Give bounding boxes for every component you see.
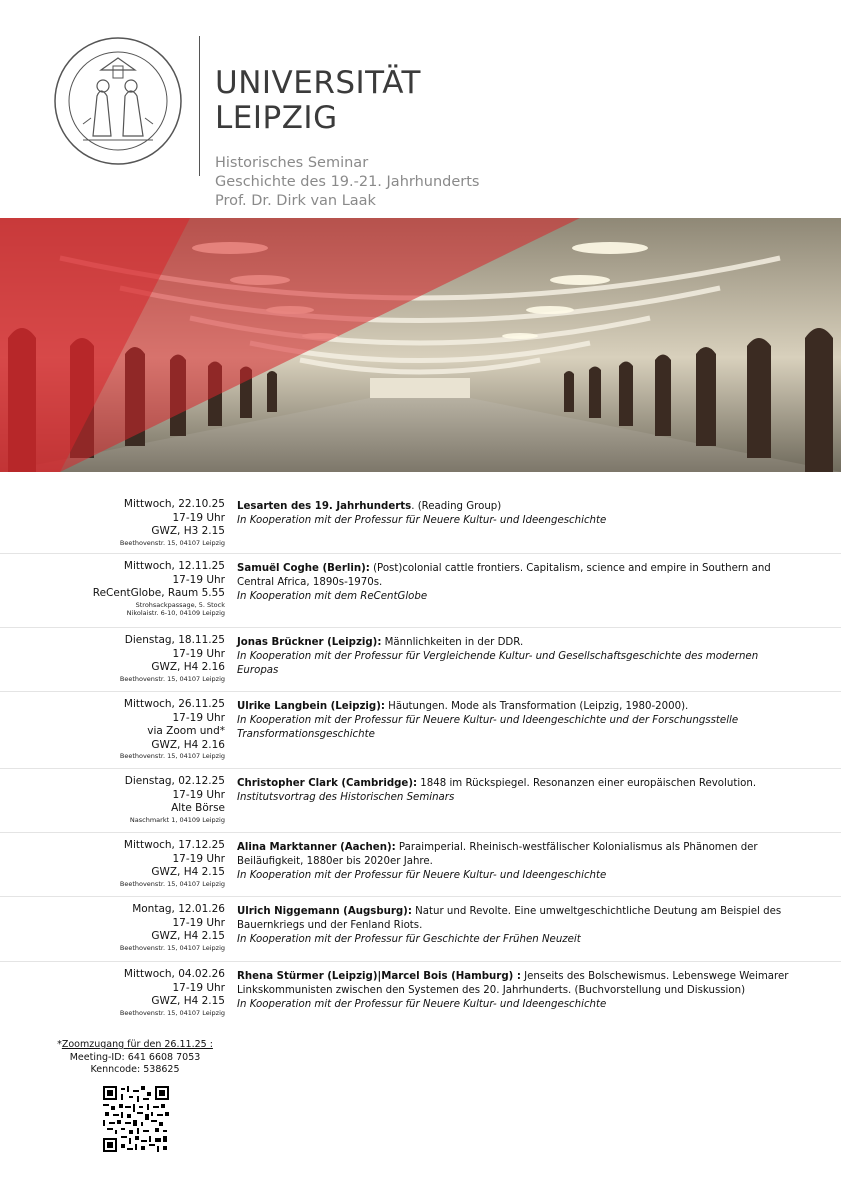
event-body [237,905,792,947]
event-schedule [0,492,841,1026]
university-seal [53,36,183,166]
zoom-asterisk: * [57,1039,62,1050]
event-title: Männlichkeiten in der DDR. [381,637,524,648]
event-time: 17-19 Uhr [172,711,225,724]
zoom-link[interactable]: Zoomzugang für den 26.11.25 : [61,1039,213,1050]
event-body [237,970,792,1012]
event-body [237,777,792,805]
event-note: Institutsvortrag des Historischen Seminars [237,792,455,803]
event-time: 17-19 Uhr [172,788,225,801]
department-name: Historisches Seminar [215,155,369,171]
event-room: ReCentGlobe, Raum 5.55 [92,587,225,599]
event-address: Beethovenstr. 15, 04107 Leipzig [119,879,225,888]
event-room: GWZ, H4 2.15 [151,866,225,878]
event-address: Beethovenstr. 15, 04107 Leipzig [119,538,225,547]
event-title: Natur und Revolte. Eine umweltgeschichtliche Deutung am Beispiel des Bauernkriegs und der Fenland Riots. [237,906,782,931]
event-meta [25,634,225,683]
event-body [237,841,792,883]
event-speaker: Christopher Clark (Cambridge): [237,778,418,789]
event-address: Beethovenstr. 15, 04107 Leipzig [119,943,225,952]
event-note: In Kooperation mit der Professur für Neuere Kultur- und Ideengeschichte [237,515,607,526]
event-row [0,769,841,833]
event-meta [25,560,225,618]
event-date: Mittwoch, 17.12.25 [123,839,225,851]
event-address: Beethovenstr. 15, 04107 Leipzig [119,674,225,683]
professor-name: Prof. Dr. Dirk van Laak [215,193,376,209]
event-row [0,554,841,628]
event-room: GWZ, H4 2.16 [151,661,225,673]
event-format: via Zoom und* [147,725,225,737]
banner-image [0,218,841,472]
event-body [237,500,792,528]
event-title: 1848 im Rückspiegel. Resonanzen einer europäischen Revolution. [417,778,757,789]
event-date: Mittwoch, 04.02.26 [123,968,225,980]
event-speaker: Ulrich Niggemann (Augsburg): [237,906,412,917]
event-speaker: Alina Marktanner (Aachen): [237,842,396,853]
event-address: Naschmarkt 1, 04109 Leipzig [129,815,225,824]
event-address: Strohsackpassage, 5. Stock [135,600,225,609]
event-address: Beethovenstr. 15, 04107 Leipzig [119,752,225,760]
event-title: Jenseits des Bolschewismus. Lebenswege Weimarer Linkskommunisten zwischen den Systemen des 20. Jahrhunderts. (Buchvorstellung und Diskussion) [237,971,789,996]
event-date: Dienstag, 02.12.25 [124,775,225,787]
event-speaker: Samuël Coghe (Berlin): [237,563,370,574]
event-meta [25,968,225,1017]
event-title: Paraimperial. Rheinisch-westfälischer Kolonialismus als Phänomen der Beiläufigkeit, 1880er bis 2020er Jahre. [237,842,758,867]
event-speaker: Rhena Stürmer (Leipzig)|Marcel Bois (Hamburg) : [237,971,521,982]
event-speaker: Jonas Brückner (Leipzig): [237,637,382,648]
event-room: GWZ, H4 2.15 [151,930,225,942]
event-speaker: Ulrike Langbein (Leipzig): [237,701,385,712]
event-meta [25,903,225,952]
event-time: 17-19 Uhr [172,916,225,929]
event-note: In Kooperation mit der Professur für Geschichte der Frühen Neuzeit [237,934,581,945]
event-title: Häutungen. Mode als Transformation (Leipzig, 1980-2000). [384,701,689,712]
event-note: In Kooperation mit der Professur für Neuere Kultur- und Ideengeschichte [237,999,607,1010]
event-date: Mittwoch, 26.11.25 [123,698,225,710]
event-time: 17-19 Uhr [172,981,225,994]
event-address: Nikolaistr. 6-10, 04109 Leipzig [126,609,225,617]
event-row [0,628,841,692]
event-meta [25,698,225,761]
event-meta [25,775,225,824]
zoom-info [40,1039,230,1077]
event-title: (Post)colonial cattle frontiers. Capitalism, science and empire in Southern and Central Africa, 1890s-1970s. [237,563,771,588]
event-date: Montag, 12.01.26 [132,903,225,915]
qr-code[interactable] [103,1086,169,1152]
event-room: Alte Börse [171,802,225,814]
event-date: Dienstag, 18.11.25 [124,634,225,646]
event-row [0,492,841,554]
event-row [0,692,841,769]
event-body [237,562,792,604]
event-room: GWZ, H4 2.15 [151,995,225,1007]
event-note: In Kooperation mit der Professur für Neuere Kultur- und Ideengeschichte und der Forschungsstelle Transformationsgeschichte [237,715,739,740]
event-date: Mittwoch, 22.10.25 [123,498,225,510]
event-room: GWZ, H3 2.15 [151,525,225,537]
event-time: 17-19 Uhr [172,852,225,865]
event-time: 17-19 Uhr [172,511,225,524]
event-room: GWZ, H4 2.16 [151,738,225,751]
meeting-id: Meeting-ID: 641 6608 7053 [69,1051,201,1063]
event-row [0,897,841,962]
event-note: In Kooperation mit dem ReCentGlobe [237,591,428,602]
event-meta [25,839,225,888]
university-name-line1: UNIVERSITÄT [215,65,421,101]
header-divider [199,36,200,176]
event-body [237,636,792,678]
event-address: Beethovenstr. 15, 04107 Leipzig [119,1008,225,1017]
university-name-line2: LEIPZIG [215,100,338,136]
event-note: In Kooperation mit der Professur für Vergleichende Kultur- und Gesellschaftsgeschichte des modernen Europas [237,651,759,676]
event-speaker: Lesarten des 19. Jahrhunderts [237,501,412,512]
event-row [0,962,841,1026]
event-time: 17-19 Uhr [172,573,225,586]
department-chair: Geschichte des 19.-21. Jahrhunderts [215,174,480,190]
event-row [0,833,841,897]
event-time: 17-19 Uhr [172,647,225,660]
event-note: In Kooperation mit der Professur für Neuere Kultur- und Ideengeschichte [237,870,607,881]
event-body [237,700,792,742]
passcode: Kenncode: 538625 [90,1064,180,1075]
event-meta [25,498,225,547]
event-title: . (Reading Group) [411,501,502,512]
event-date: Mittwoch, 12.11.25 [123,560,225,572]
